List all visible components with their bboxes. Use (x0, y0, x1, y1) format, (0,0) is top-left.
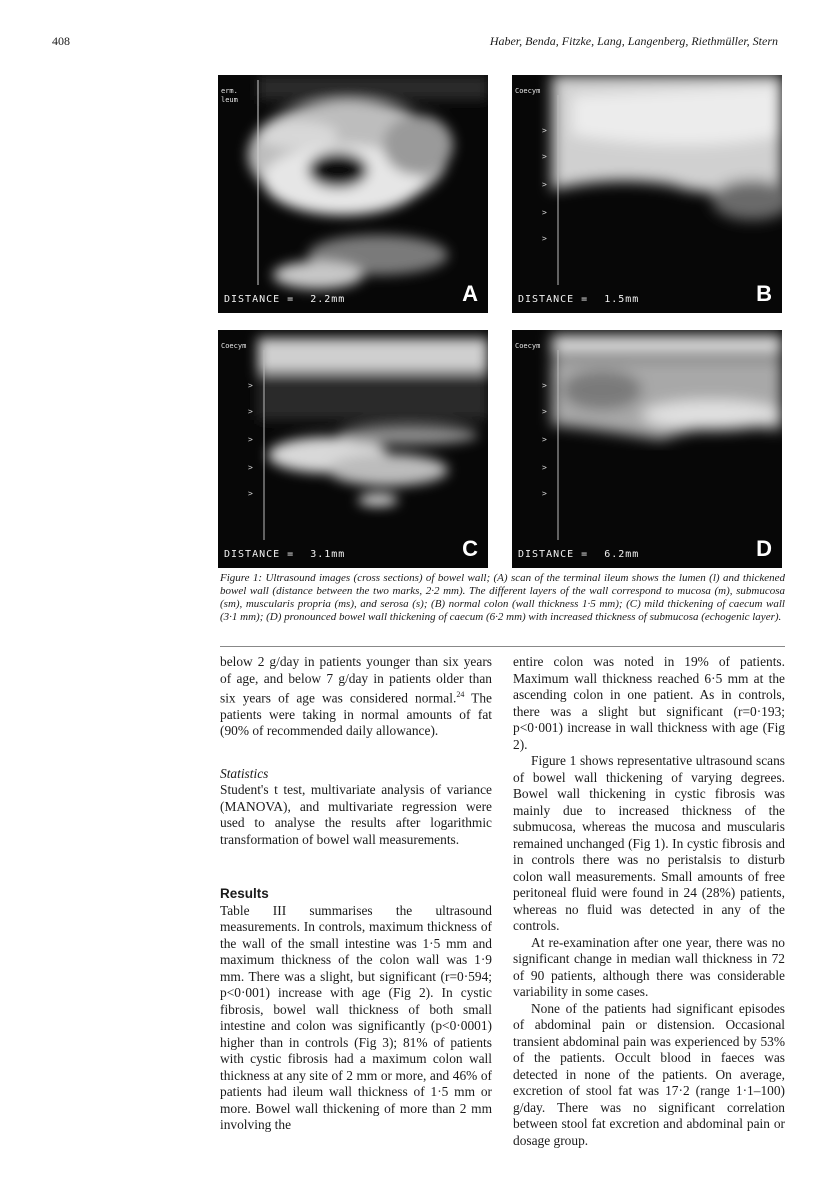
ultrasound-panel-a (218, 75, 488, 313)
svg-text:>: > (542, 489, 547, 498)
svg-text:>: > (542, 463, 547, 472)
right-paragraph-3: At re-examination after one year, there was no significant change in median wall thickness in 72 of 90 patients, although there was considerable variability in some cases. (513, 934, 785, 999)
svg-text:>: > (542, 435, 547, 444)
svg-text:>: > (542, 152, 547, 161)
right-paragraph-1: entire colon was noted in 19% of patients. Maximum wall thickness reached 6·5 mm at the ascending colon in one patient. As in controls, there was a slight but significant (r=0·193; p<0·001) increase in wall thickness with age (Fig 2). (513, 654, 785, 752)
svg-text:>: > (542, 180, 547, 189)
page-header (52, 34, 778, 52)
ultrasound-image-d (512, 330, 782, 568)
svg-text:>: > (248, 435, 253, 444)
svg-text:>: > (248, 381, 253, 390)
ultrasound-panel-c (218, 330, 488, 568)
panel-a-distance-readout: DISTANCE = 2.2mm (224, 294, 346, 305)
panel-d-distance-readout: DISTANCE = 6.2mm (518, 549, 640, 560)
left-text-column (220, 654, 492, 1134)
panel-c-letter: C (462, 536, 478, 561)
panel-b-side-label: Coecym (515, 87, 541, 95)
panel-b-letter: B (756, 281, 772, 306)
right-text-column (513, 654, 785, 1149)
panel-d-side-label: Coecym (515, 342, 541, 350)
statistics-heading: Statistics (220, 765, 269, 781)
ultrasound-panel-d (512, 330, 782, 568)
results-heading: Results (220, 886, 269, 902)
svg-text:>: > (542, 208, 547, 217)
panel-a-letter: A (462, 281, 478, 306)
panel-a-side-label: erm. leum (221, 87, 238, 104)
running-head-authors: Haber, Benda, Fitzke, Lang, Langenberg, Riethmüller, Stern (489, 34, 778, 48)
svg-text:>: > (248, 489, 253, 498)
panel-c-side-label: Coecym (221, 342, 247, 350)
panel-c-distance-readout: DISTANCE = 3.1mm (224, 549, 346, 560)
svg-text:>: > (542, 407, 547, 416)
right-paragraph-2: Figure 1 shows representative ultrasound scans of bowel wall thickening of varying degrees. Bowel wall thickening in cystic fibrosis was mainly due to increased thickness of the submucosa, whereas the mucosa and muscularis remained unchanged (Fig 1). In cystic fibrosis and in controls there was no peristalsis to disturb colon wall measurements. Small amounts of free peritoneal fluid were found in 24 (28%) patients, whereas no fluid was detected in any of the controls. (513, 753, 785, 933)
svg-text:>: > (542, 126, 547, 135)
svg-text:>: > (248, 407, 253, 416)
panel-d-letter: D (756, 536, 772, 561)
statistics-paragraph: Student's t test, multivariate analysis of variance (MANOVA), and multivariate regression were used to analyse the results after logarithmic transformation of bowel wall measurements. (220, 782, 492, 847)
ultrasound-image-b (512, 75, 782, 313)
ultrasound-image-a (218, 75, 488, 313)
ultrasound-image-c (218, 330, 488, 568)
svg-text:>: > (542, 234, 547, 243)
reference-superscript: 24 (456, 690, 465, 699)
ultrasound-panel-b (512, 75, 782, 313)
svg-text:>: > (248, 463, 253, 472)
page-number: 408 (52, 34, 70, 48)
results-paragraph: Table III summarises the ultrasound measurements. In controls, maximum thickness of the wall of the small intestine was 1·5 mm and maximum thickness of the colon wall was 1·9 mm. There was a slight, but significant (r=0·594; p<0·001) increase with age (Fig 2). In cystic fibrosis, bowel wall thickness of both small intestine and colon was significantly (p<0·0001) higher than in controls (Fig 3); 81% of patients with cystic fibrosis had a maximum colon wall thickness at any site of 2 mm or more, and 46% of patients had ileum wall thickness of 1·5 mm or more. Bowel wall thickening of more than 2 mm involving the (220, 902, 492, 1133)
figure-caption: Figure 1: Ultrasound images (cross sections) of bowel wall; (A) scan of the terminal ileum shows the lumen (l) and thickened bowel wall (distance between the two marks, 2·2 mm). The different layers of the wall correspond to mucosa (m), submucosa (sm), muscularis propria (ms), and serosa (s); (B) normal colon (wall thickness 1·5 mm); (C) mild thickening of caecum wall (3·1 mm); (D) pronounced bowel wall thickening of caecum (6·2 mm) with increased thickness of submucosa (echogenic layer). (220, 572, 785, 623)
svg-text:>: > (542, 381, 547, 390)
panel-b-distance-readout: DISTANCE = 1.5mm (518, 294, 640, 305)
right-paragraph-4: None of the patients had significant episodes of abdominal pain or distension. Occasional transient abdominal pain was experienced by 53% of the patients. Occult blood in faeces was detected in none of the patients. On average, excretion of stool fat was 17·2 (range 1·1–100) g/day. There was no significant correlation between stool fat excretion and abdominal pain or dosage group. (513, 1000, 785, 1148)
left-paragraph-1: below 2 g/day in patients younger than six years of age, and below 7 g/day in patients older than six years of age was considered normal.$^{24}$ The patients were taking in normal amounts of fat (90% of recommended daily allowance). (220, 654, 492, 739)
caption-divider (220, 646, 785, 647)
